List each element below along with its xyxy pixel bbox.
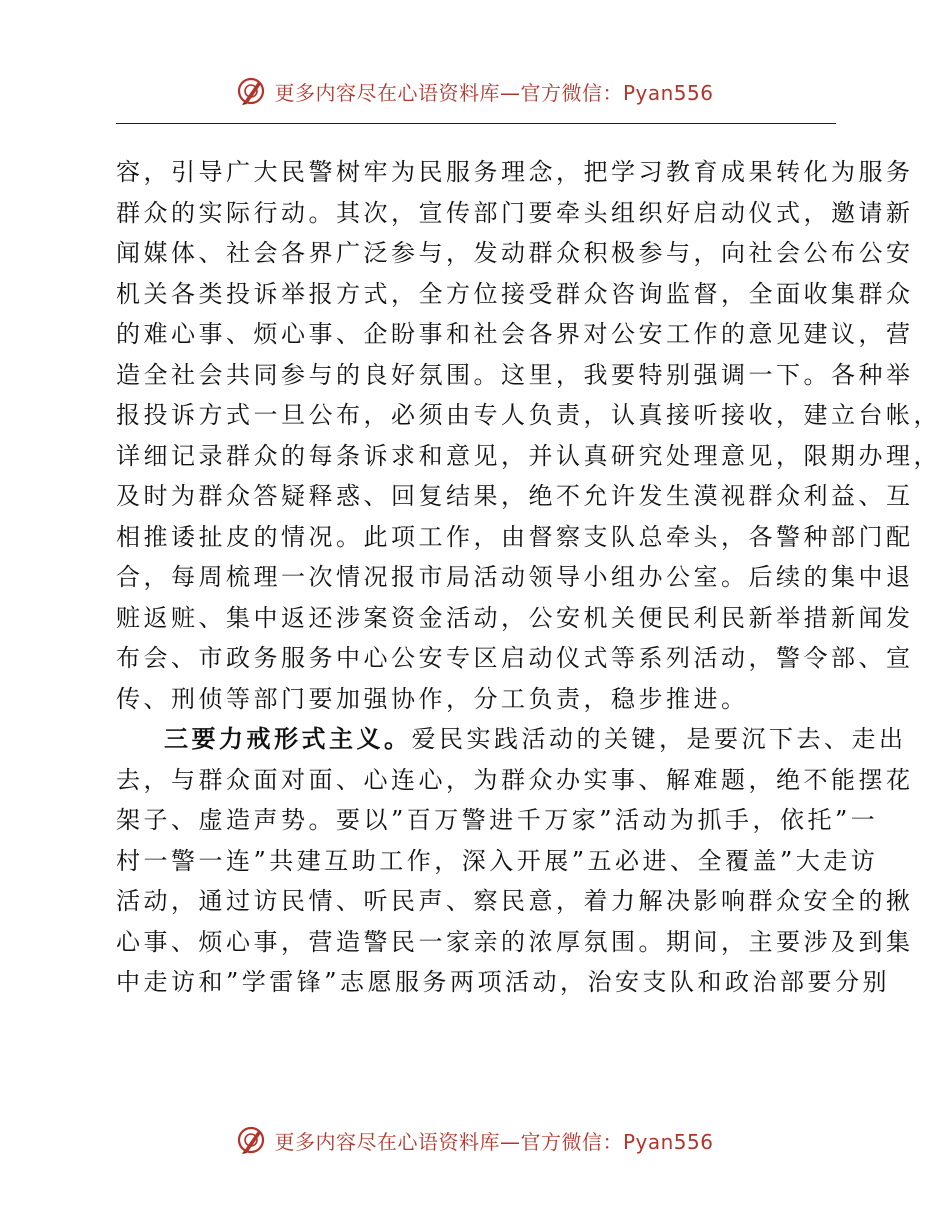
header-divider — [116, 123, 836, 124]
pen-in-circle-logo-icon — [236, 1125, 266, 1155]
body-line: 及时为群众答疑释惑、回复结果，绝不允许发生漠视群众利益、互 — [116, 482, 914, 510]
header-banner-text: 更多内容尽在心语资料库—官方微信：Pyan556 — [274, 80, 714, 105]
section-line: 心事、烦心事，营造警民一家亲的浓厚氛围。期间，主要涉及到集 — [116, 927, 914, 956]
body-line: 群众的实际行动。其次，宣传部门要牵头组织好启动仪式，邀请新 — [116, 198, 914, 227]
body-line: 详细记录群众的每条诉求和意见，并认真研究处理意见，限期办理， — [116, 441, 941, 470]
header-banner — [0, 71, 950, 111]
body-line: 的难心事、烦心事、企盼事和社会各界对公安工作的意见建议，营 — [116, 320, 914, 348]
body-line: 传、刑侦等部门要加强协作，分工负责，稳步推进。 — [116, 684, 749, 713]
body-line: 报投诉方式一旦公布，必须由专人负责，认真接听接收，建立台帐， — [116, 401, 941, 429]
footer-banner — [0, 1120, 950, 1160]
section-line: 村一警一连”共建互助工作，深入开展”五必进、全覆盖”大走访 — [116, 846, 879, 875]
section-first-line — [116, 719, 907, 760]
section-first-line-text: 爱民实践活动的关键，是要沉下去、走出 — [411, 725, 907, 753]
section-line: 架子、虚造声势。要以”百万警进千万家”活动为抓手，依托”一 — [116, 806, 879, 834]
section-line: 中走访和”学雷锋”志愿服务两项活动，治安支队和政治部要分别 — [116, 968, 891, 996]
section-line: 活动，通过访民情、听民声、察民意，着力解决影响群众安全的揪 — [116, 887, 914, 915]
body-line: 容，引导广大民警树牢为民服务理念，把学习教育成果转化为服务 — [116, 158, 914, 186]
body-line: 赃返赃、集中返还涉案资金活动，公安机关便民利民新举措新闻发 — [116, 603, 914, 632]
body-line: 合，每周梳理一次情况报市局活动领导小组办公室。后续的集中退 — [116, 563, 914, 591]
section-line: 去，与群众面对面、心连心，为群众办实事、解难题，绝不能摆花 — [116, 765, 914, 794]
section-heading: 三要力戒形式主义。 — [164, 724, 412, 753]
document-body — [116, 152, 941, 1003]
footer-banner-text: 更多内容尽在心语资料库—官方微信：Pyan556 — [274, 1129, 714, 1154]
pen-in-circle-logo-icon — [236, 76, 266, 106]
body-line: 布会、市政务服务中心公安专区启动仪式等系列活动，警令部、宣 — [116, 644, 914, 672]
body-line: 闻媒体、社会各界广泛参与，发动群众积极参与，向社会公布公安 — [116, 239, 914, 267]
body-line: 相推诿扯皮的情况。此项工作，由督察支队总牵头，各警种部门配 — [116, 522, 914, 551]
body-line: 造全社会共同参与的良好氛围。这里，我要特别强调一下。各种举 — [116, 360, 914, 389]
body-line: 机关各类投诉举报方式，全方位接受群众咨询监督，全面收集群众 — [116, 279, 914, 308]
